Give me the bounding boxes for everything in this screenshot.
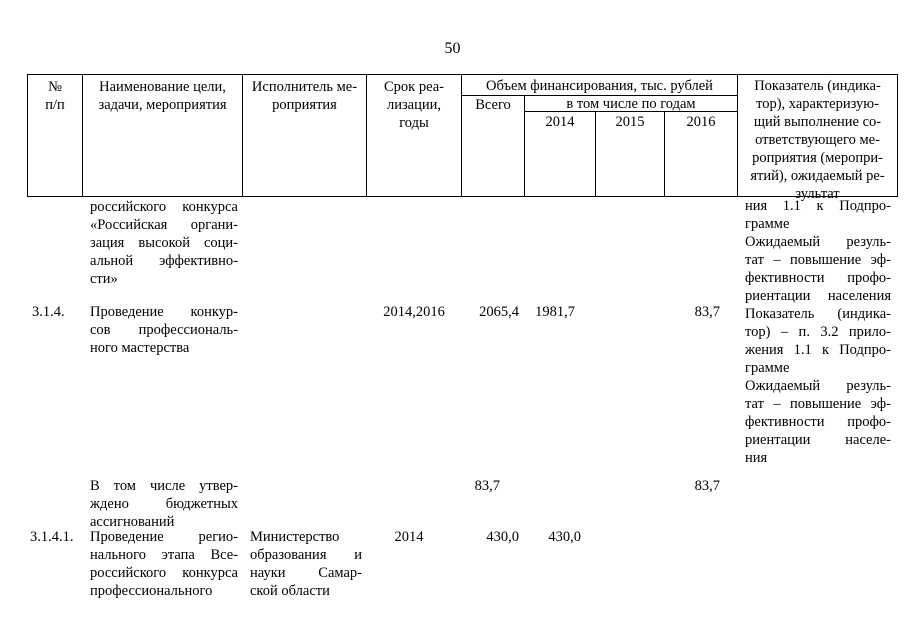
row-indicator: ния 1.1 к Подпро- грамме Ожидаемый резуль- тат – повышение эф- фективности профо- риентации населения [745,198,891,304]
header-funding: Объем финансирования, тыс. рублей [486,78,713,94]
header-total: Всего [475,97,511,113]
row-2014: 1981,7 [535,304,575,320]
row-2014: 430,0 [548,529,581,545]
row-total: 2065,4 [479,304,519,320]
row-name: российского конкурса «Российская органи- зация высокой соци- альной эффективно- сти» [90,199,238,287]
row-executor: Министерство образования и науки Самар- ской области [250,529,362,599]
header-year-2015: 2015 [615,114,645,130]
row-number: 3.1.4. [32,304,65,320]
header-name: Наименование цели, задачи, мероприятия [98,79,227,113]
row-2016: 83,7 [694,478,720,494]
header-by-years: в том числе по годам [566,96,696,112]
row-total: 430,0 [486,529,519,545]
page-number: 50 [444,40,461,57]
row-term: 2014 [394,529,424,545]
table-right-border [897,74,898,197]
header-year-2016: 2016 [686,114,716,130]
header-term: Срок реа- лизации, годы [384,79,444,131]
row-name: Проведение регио- нального этапа Все- российского конкурса профессионального [90,529,238,599]
row-term: 2014,2016 [383,304,445,320]
header-number: № п/п [45,79,65,113]
header-indicator: Показатель (индика- тор), характеризую- щий выполнение со- ответствующего ме- роприятия (меропри- ятий), ожидаемый ре- зультат [750,78,885,202]
table-top-border [27,74,897,75]
row-name: Проведение конкур- сов профессиональ- ного мастерства [90,304,238,356]
header-executor: Исполнитель ме- роприятия [251,79,358,113]
row-2016: 83,7 [694,304,720,320]
row-total: 83,7 [474,478,500,494]
row-name: В том числе утвер- ждено бюджетных ассигнований [90,478,238,530]
header-year-2014: 2014 [545,114,575,130]
row-number: 3.1.4.1. [30,529,74,545]
row-indicator: Показатель (индика- тор) – п. 3.2 прило- жения 1.1 к Подпро- грамме Ожидаемый резуль- тат – повышение эф- фективности профо- риентации населе- ния [745,306,891,466]
